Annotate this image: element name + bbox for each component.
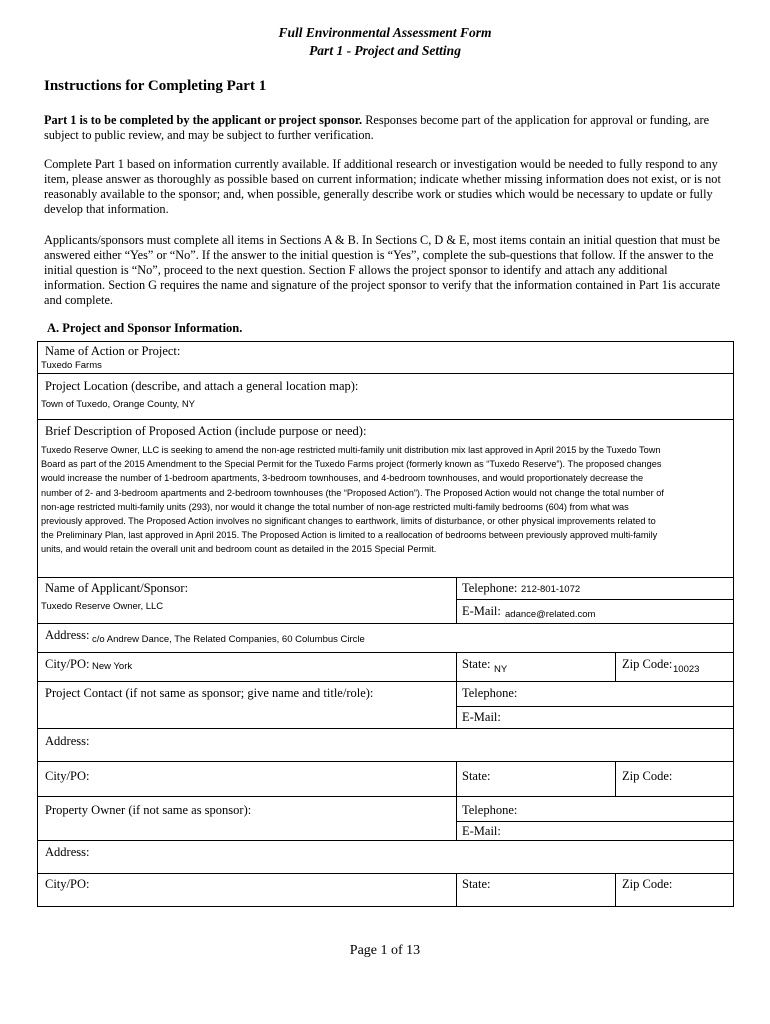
applicant-value[interactable]: Tuxedo Reserve Owner, LLC — [41, 601, 164, 612]
row-divider — [37, 873, 734, 874]
owner-zip-label: Zip Code: — [622, 877, 673, 891]
address-value[interactable]: c/o Andrew Dance, The Related Companies, 60 Columbus Circle — [92, 634, 365, 645]
owner-telephone-label: Telephone: — [462, 803, 518, 817]
description-line: Tuxedo Reserve Owner, LLC is seeking to amend the non-age restricted multi-family unit distribution mix last approved in April 2015 by the Tuxedo Town — [41, 445, 661, 455]
owner-email-label: E-Mail: — [462, 824, 501, 838]
form-subtitle: Part 1 - Project and Setting — [309, 43, 461, 58]
description-value[interactable] — [41, 443, 725, 557]
location-label: Project Location (describe, and attach a general location map): — [45, 379, 359, 393]
row-divider — [456, 706, 734, 707]
email-value[interactable]: adance@related.com — [505, 609, 596, 620]
contact-city-label: City/PO: — [45, 769, 90, 783]
contact-email-label: E-Mail: — [462, 710, 501, 724]
city-value[interactable]: New York — [92, 661, 133, 672]
description-label: Brief Description of Proposed Action (include purpose or need): — [45, 424, 367, 438]
row-divider — [37, 761, 734, 762]
col-divider — [615, 652, 616, 681]
description-line: would increase the number of 1-bedroom apartments, 3-bedroom townhouses, and 4-bedroom townhouses, and would proportionately decrease the — [41, 473, 644, 484]
row-divider — [456, 821, 734, 822]
address-label: Address: — [45, 628, 90, 642]
section-a-heading: A. Project and Sponsor Information. — [47, 321, 243, 335]
location-value[interactable]: Town of Tuxedo, Orange County, NY — [41, 399, 196, 410]
row-divider — [37, 728, 734, 729]
description-line: Board as part of the 2015 Amendment to the Special Permit for the Tuxedo Farms project (formerly known as “Tuxedo Reserve”). The proposed changes — [41, 459, 662, 470]
col-divider — [456, 873, 457, 907]
paragraph-1-rest: Responses become part of the application for approval or funding, are subject to public review, and may be subject to further verification. — [44, 113, 710, 142]
description-line: previously approved. The Proposed Action involves no significant changes to earthwork, limits of disturbance, or other physical improvements related to — [41, 516, 656, 527]
contact-label: Project Contact (if not same as sponsor; give name and title/role): — [45, 686, 374, 700]
zip-label: Zip Code: — [622, 657, 673, 671]
telephone-value[interactable]: 212-801-1072 — [521, 584, 581, 595]
row-divider — [37, 796, 734, 797]
applicant-label: Name of Applicant/Sponsor: — [45, 581, 189, 595]
row-divider — [37, 577, 734, 578]
row-divider — [37, 681, 734, 682]
contact-address-label: Address: — [45, 734, 90, 748]
owner-label: Property Owner (if not same as sponsor): — [45, 803, 252, 817]
owner-address-label: Address: — [45, 845, 90, 859]
paragraph-1-bold: Part 1 is to be completed by the applicant or project sponsor. — [44, 113, 363, 127]
col-divider — [615, 873, 616, 907]
contact-zip-label: Zip Code: — [622, 769, 673, 783]
col-divider — [615, 761, 616, 796]
description-line: non-age restricted multi-family units (293), nor would it change the total number of non-age restricted multi-family bedrooms (604) from what was — [41, 501, 629, 512]
state-value[interactable]: NY — [494, 664, 508, 675]
owner-state-label: State: — [462, 877, 491, 891]
row-divider — [37, 419, 734, 420]
instructions-paragraph-3: Applicants/sponsors must complete all items in Sections A & B. In Sections C, D & E, most items contain an initial question that must be answered either “Yes” or “No”. If the answer to the initial question is “Yes”, complete the sub-questions that follow. If the answer to the initial question is “No”, proceed to the next question. Section F allows the project sponsor to identify and attach any additional information. Section G requires the name and signature of the project sponsor to verify that the information contained in Part 1is accurate and complete. — [44, 233, 721, 307]
page-number: Page 1 of 13 — [349, 943, 421, 958]
instructions-heading: Instructions for Completing Part 1 — [44, 78, 267, 94]
action-name-label: Name of Action or Project: — [45, 344, 181, 358]
instructions-paragraph-2: Complete Part 1 based on information currently available. If additional research or investigation would be needed to fully respond to any item, please answer as thoroughly as possible based on current information; indicate whether missing information does not exist, or is not reasonably available to the sponsor; and, when possible, generally describe work or studies which would be necessary to update or fully develop that information. — [44, 157, 721, 216]
owner-city-label: City/PO: — [45, 877, 90, 891]
description-line: number of 2- and 3-bedroom apartments and 2-bedroom townhouses (the “Proposed Action”). The Proposed Action would not change the total number of — [41, 487, 664, 498]
col-divider — [456, 761, 457, 840]
row-divider — [37, 373, 734, 374]
description-line: the Preliminary Plan, last approved in April 2015. The Proposed Action is limited to a reallocation of bedrooms between previously approved multi-family — [41, 530, 658, 541]
telephone-label: Telephone: — [462, 581, 518, 595]
row-divider — [456, 599, 734, 600]
col-divider — [456, 652, 457, 728]
action-name-value[interactable]: Tuxedo Farms — [41, 360, 102, 371]
email-label: E-Mail: — [462, 604, 501, 618]
city-label: City/PO: — [45, 657, 90, 671]
row-divider — [37, 652, 734, 653]
contact-state-label: State: — [462, 769, 491, 783]
row-divider — [37, 623, 734, 624]
instructions-paragraph-1 — [44, 113, 724, 143]
form-title: Full Environmental Assessment Form — [278, 25, 492, 40]
contact-telephone-label: Telephone: — [462, 686, 518, 700]
zip-value[interactable]: 10023 — [673, 664, 700, 675]
description-line: units, and would retain the overall unit and bedroom count as detailed in the 2015 Special Permit. — [41, 544, 437, 555]
state-label: State: — [462, 657, 491, 671]
col-divider — [456, 577, 457, 623]
row-divider — [37, 840, 734, 841]
